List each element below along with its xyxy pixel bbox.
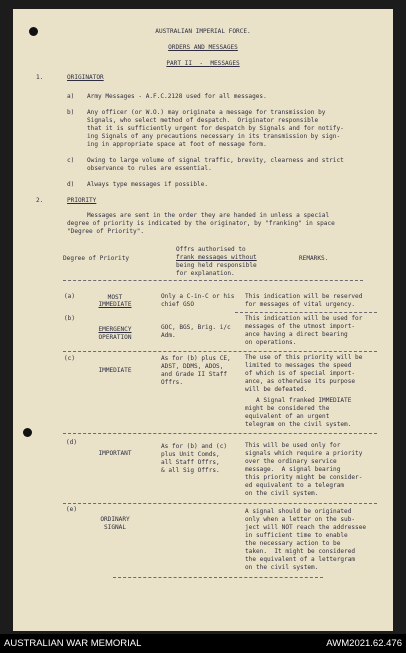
intro-text: "Degree of Priority".: [67, 228, 145, 235]
punch-hole: [23, 428, 32, 437]
offrs-text: Only a C-in-C or his: [161, 293, 235, 300]
remarks-text: A Signal franked IMMEDIATE: [245, 397, 352, 404]
priority-name: IMPORTANT: [98, 450, 132, 457]
offrs-text: As for (b) plus CE,: [161, 355, 231, 362]
row-label: (a): [64, 293, 76, 300]
remarks-text: equivalent of an urgent: [245, 413, 330, 420]
remarks-text: the equivalent of a lettergram: [245, 556, 356, 563]
column-header-offrs: for explanation.: [176, 270, 235, 277]
remarks-text: over the ordinary service: [245, 458, 337, 465]
priority-name: IMMEDIATE: [98, 367, 132, 374]
section-number: 2.: [36, 197, 44, 204]
row-label: (e): [66, 506, 78, 513]
remarks-text: in sufficient time to enable: [245, 532, 348, 539]
remarks-text: on the civil system.: [245, 490, 319, 497]
column-header-offrs: frank messages without: [176, 254, 257, 261]
column-header-degree: Degree of Priority: [63, 255, 130, 262]
column-header-offrs: being held responsible: [176, 262, 257, 269]
remarks-text: of which is of special import-: [245, 370, 356, 377]
document-page: [13, 9, 393, 631]
offrs-text: and Grade II Staff: [161, 371, 228, 378]
remarks-text: The use of this priority will be: [245, 354, 363, 361]
row-label: (c): [64, 355, 76, 362]
table-rule: [113, 577, 323, 578]
offrs-text: As for (b) and (c): [161, 443, 228, 450]
remarks-text: only when a letter on the sub-: [245, 516, 356, 523]
item-text: ing in appropriate space at foot of message form.: [87, 141, 267, 148]
item-text: ing Signals of any precautions necessary in its transmission by sign-: [87, 133, 341, 140]
item-text: Owing to large volume of signal traffic, brevity, clearness and strict: [87, 157, 344, 164]
item-text: that it is sufficiently urgent for despatch by Signals and for notify-: [87, 125, 344, 132]
offrs-text: GOC, BGS, Brig. i/c: [161, 324, 231, 331]
remarks-text: will be defeated.: [245, 386, 308, 393]
priority-name: ORDINARY: [100, 516, 130, 523]
offrs-text: Adm.: [161, 332, 176, 339]
remarks-text: ance having a direct bearing: [245, 331, 348, 338]
offrs-text: chief GSO: [161, 301, 195, 308]
remarks-text: taken. It might be considered: [245, 548, 356, 555]
table-rule: [235, 312, 377, 313]
priority-name: EMERGENCY: [98, 326, 132, 333]
table-rule: [63, 351, 377, 352]
offrs-text: Offrs.: [161, 379, 184, 386]
document-title: ORDERS AND MESSAGES: [168, 44, 238, 51]
item-text: Always type messages if possible.: [87, 181, 209, 188]
remarks-text: A signal should be originated: [245, 508, 352, 515]
footer-institution: AUSTRALIAN WAR MEMORIAL: [4, 638, 142, 649]
item-text: Signals, who select method of despatch. Originator responsible: [87, 117, 319, 124]
remarks-text: this priority might be consider-: [245, 474, 363, 481]
section-heading: PRIORITY: [67, 197, 97, 204]
table-rule: [63, 433, 377, 434]
table-rule: [63, 280, 363, 281]
section-heading: ORIGINATOR: [67, 74, 104, 81]
offrs-text: ADST, DDMS, ADOS,: [161, 363, 224, 370]
column-header-offrs: Offrs authorised to: [176, 246, 246, 253]
item-label: c): [67, 157, 75, 164]
section-number: 1.: [36, 74, 44, 81]
offrs-text: & all Sig Offrs.: [161, 467, 220, 474]
column-header-remarks: REMARKS.: [299, 255, 329, 262]
archive-footer: [0, 634, 406, 653]
offrs-text: plus Unit Comds,: [161, 451, 220, 458]
item-text: Army Messages - A.F.C.2128 used for all messages.: [87, 93, 267, 100]
intro-text: degree of priority is indicated by the originator, by "franking" in space: [67, 220, 335, 227]
remarks-text: for messages of vital urgency.: [245, 301, 356, 308]
force-heading: AUSTRALIAN IMPERIAL FORCE.: [155, 28, 251, 35]
remarks-text: message. A signal bearing: [245, 466, 341, 473]
row-label: (d): [66, 439, 78, 446]
part-heading: PART II - MESSAGES: [166, 60, 240, 67]
remarks-text: signals which require a priority: [245, 450, 363, 457]
priority-name: MOST: [107, 294, 123, 301]
remarks-text: telegram on the civil system.: [245, 421, 352, 428]
remarks-text: limited to messages the speed: [245, 362, 352, 369]
priority-name: SIGNAL: [103, 524, 126, 531]
remarks-text: ance, as otherwise its purpose: [245, 378, 356, 385]
remarks-text: might be considered the: [245, 405, 330, 412]
item-label: b): [67, 109, 75, 116]
remarks-text: on the civil system.: [245, 564, 319, 571]
remarks-text: This will be used only for: [245, 442, 341, 449]
table-rule: [63, 503, 377, 504]
remarks-text: This indication will be used for: [245, 315, 363, 322]
remarks-text: ject will NOT reach the addressee: [245, 524, 367, 531]
item-label: a): [67, 93, 75, 100]
remarks-text: on operations.: [245, 339, 297, 346]
item-label: d): [67, 181, 75, 188]
item-text: observance to rules are essential.: [87, 165, 212, 172]
item-text: Any officer (or W.O.) may originate a message for transmission by: [87, 109, 326, 116]
remarks-text: ed equivalent to a telegram: [245, 482, 345, 489]
remarks-text: This indication will be reserved: [245, 293, 363, 300]
remarks-text: the necessary action to be: [245, 540, 341, 547]
priority-name: OPERATION: [98, 334, 132, 341]
priority-name: IMMEDIATE: [98, 301, 132, 308]
remarks-text: messages of the utmost import-: [245, 323, 356, 330]
offrs-text: all Staff Offrs,: [161, 459, 220, 466]
intro-text: Messages are sent in the order they are handed in unless a special: [87, 212, 330, 219]
footer-accession-number: AWM2021.62.476: [326, 638, 402, 649]
row-label: (b): [64, 315, 76, 322]
